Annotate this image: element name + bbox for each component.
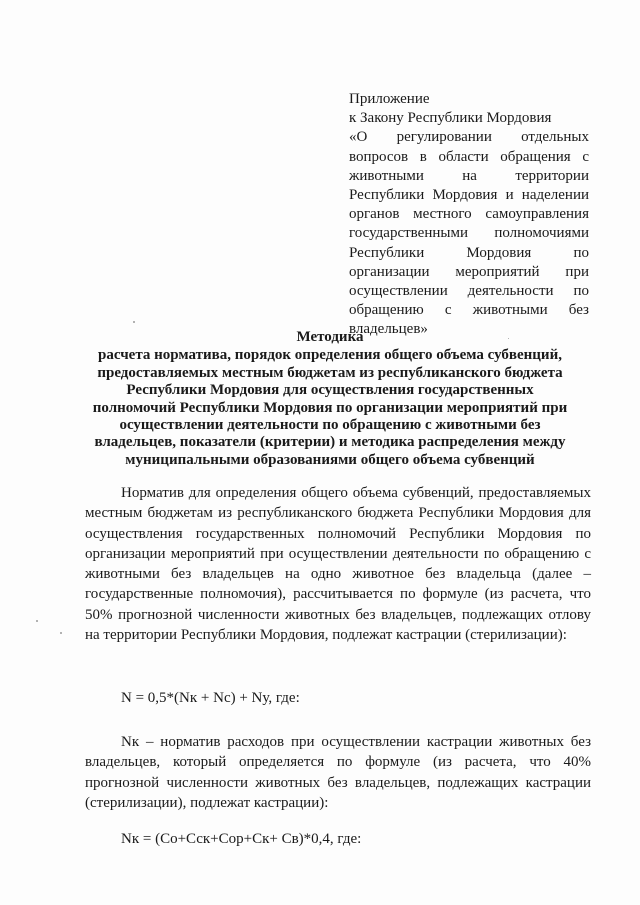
title-subtitle: расчета норматива, порядок определения общего объема субвенций, предоставляемых местным бюджетам из республиканского бюджета Республики Мордовия для осуществления государственных полномочий Республики Мордовия по организации мероприятий при осуществлении деятельности по обращению с животными без владельцев, показатели (критерии) и методика распределения между муниципальными образованиями общего объема субвенций [92, 347, 568, 468]
formula-castration-norm: Nк = (Со+Сск+Сор+Ск+ Св)*0,4, где: [121, 831, 362, 847]
appendix-block [349, 90, 589, 340]
scan-speck [133, 321, 135, 323]
paragraph-castration-norm: Nк – норматив расходов при осуществлении кастрации животных без владельцев, который определяется по формуле (из расчета, что 40% прогнозной численности животных без владельцев, подлежащих кастрации (стерилизации), подлежат кастрации): [85, 734, 591, 811]
title-main: Методика [296, 329, 364, 345]
scan-speck [508, 338, 509, 339]
appendix-heading: Приложение [349, 91, 430, 107]
formula-total-norm: N = 0,5*(Nк + Nс) + Nу, где: [121, 690, 300, 706]
appendix-law-title: «О регулировании отдельных вопросов в области обращения с животными на территории Республики Мордовия и наделении органов местного самоуправления государственными полномочиями Республики Мордовия по организации мероприятий при осуществлении деятельности по обращению с животными без владельцев» [349, 129, 589, 338]
document-title [85, 329, 575, 469]
scan-speck [60, 632, 62, 634]
scan-speck [36, 620, 38, 622]
paragraph-norm-definition: Норматив для определения общего объема субвенций, предоставляемых местным бюджетам из республиканского бюджета Республики Мордовия для осуществления государственных полномочий Республики Мордовия по организации мероприятий при осуществлении деятельности по обращению с животными без владельцев на одно животное без владельца (далее – государственные полномочия), рассчитывается по формуле (из расчета, что 50% прогнозной численности животных без владельцев, подлежащих отлову на территории Республики Мордовия, подлежат кастрации (стерилизации): [85, 485, 591, 644]
appendix-law-reference: к Закону Республики Мордовия [349, 110, 552, 127]
